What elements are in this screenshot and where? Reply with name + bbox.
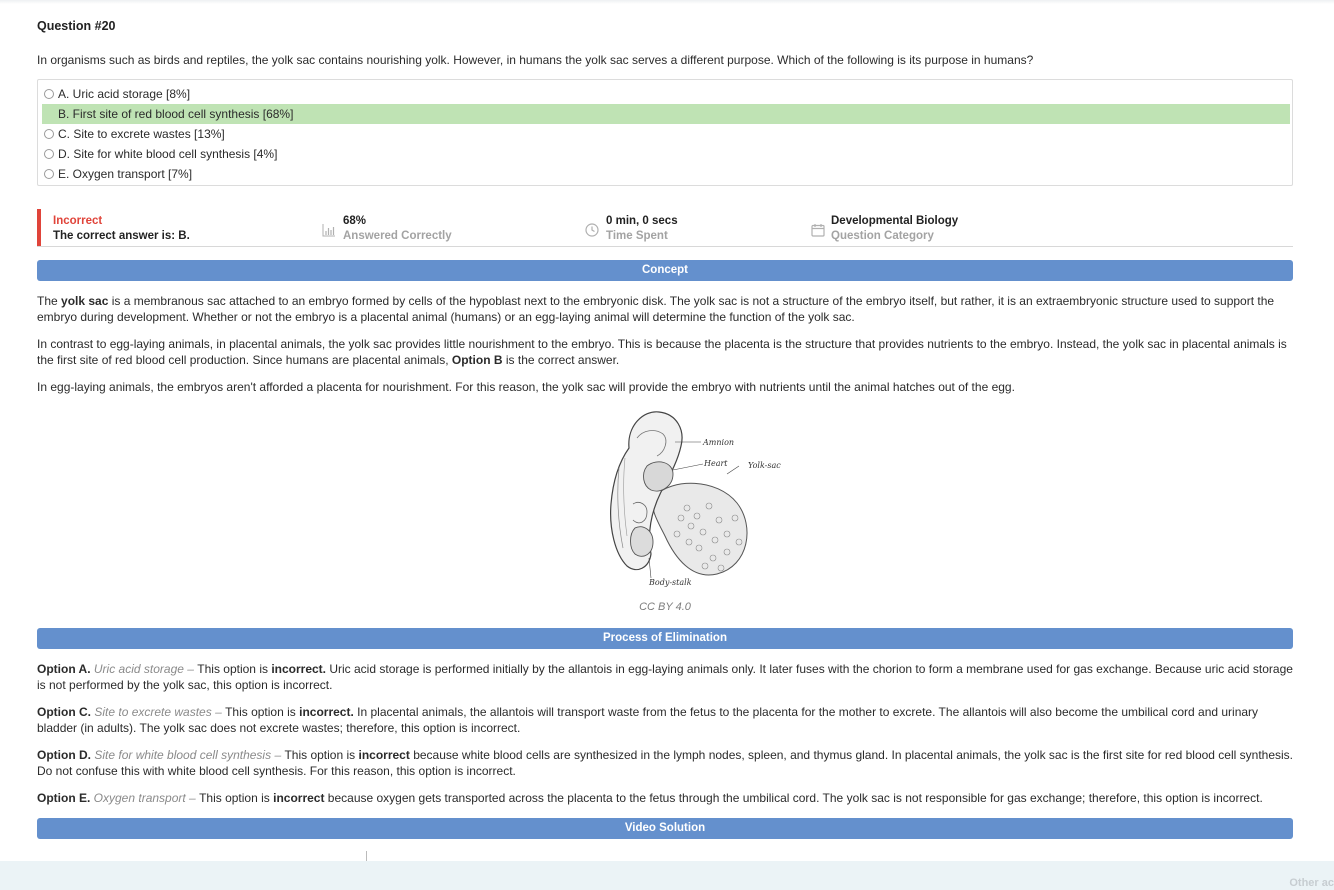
result-stats bbox=[37, 208, 1293, 247]
choice-label: D. Site for white blood cell synthesis [4%] bbox=[58, 147, 278, 161]
elimination-option-e bbox=[37, 790, 1293, 806]
bottom-bar bbox=[0, 861, 1334, 890]
top-shadow bbox=[0, 0, 1334, 4]
correct-answer-text: The correct answer is: B. bbox=[53, 230, 190, 242]
option-dash: – bbox=[211, 705, 226, 719]
concept-paragraph-2 bbox=[37, 336, 1293, 368]
text-run: is the correct answer. bbox=[502, 353, 620, 367]
option-tag: Option D. bbox=[37, 748, 91, 762]
yolk-sac-drawing bbox=[653, 483, 747, 575]
concept-paragraph-1 bbox=[37, 293, 1293, 325]
option-name: Uric acid storage bbox=[93, 662, 184, 676]
text-run: This option is bbox=[284, 748, 359, 762]
text-run: This option is bbox=[225, 705, 300, 719]
radio-icon[interactable] bbox=[44, 169, 54, 179]
bottom-divider bbox=[366, 851, 367, 861]
text-run: The bbox=[37, 294, 62, 308]
concept-paragraph-3: In egg-laying animals, the embryos aren't afforded a placenta for nourishment. For this reason, the yolk sac will provide the embryo with nutrients until the animal hatches out of the egg. bbox=[37, 380, 1015, 394]
text-run: In placental animals, the allantois will transport waste from the fetus to the placenta for the mother to excrete. The allantois will also become the umbilical cord and urinary bladder (in adults). The yolk sac does not excrete wastes; therefore, this option is incorrect. bbox=[37, 705, 1259, 735]
embryo-illustration bbox=[577, 408, 781, 588]
choice-e[interactable] bbox=[42, 164, 1290, 184]
option-name: Site for white blood cell synthesis bbox=[94, 748, 272, 762]
text-run: In contrast to egg-laying animals, in placental animals, the yolk sac provides little nourishment to the embryo. This is because the placenta is the structure that provides nutrients to the embryo. Instead, the yolk sac in placental animals is the first site of red blood cell production. Since humans are placental animals, bbox=[37, 337, 1287, 367]
label-amnion: Amnion bbox=[703, 438, 735, 447]
text-run: This option is bbox=[197, 662, 272, 676]
option-dash: – bbox=[183, 662, 198, 676]
category-value: Developmental Biology bbox=[831, 215, 959, 227]
time-spent-label: Time Spent bbox=[606, 230, 668, 242]
option-tag: Option A. bbox=[37, 662, 91, 676]
question-text: In organisms such as birds and reptiles, the yolk sac contains nourishing yolk. However, in humans the yolk sac serves a different purpose. Which of the following is its purpose in humans? bbox=[37, 53, 1034, 67]
category-label: Question Category bbox=[831, 230, 934, 242]
figure-caption: CC BY 4.0 bbox=[639, 601, 691, 613]
verdict: incorrect. bbox=[271, 662, 327, 676]
choice-label: C. Site to excrete wastes [13%] bbox=[58, 127, 225, 141]
label-yolk-sac: Yolk-sac bbox=[748, 461, 781, 470]
choice-label: B. First site of red blood cell synthesis [68%] bbox=[58, 107, 294, 121]
elimination-option-d bbox=[37, 747, 1293, 779]
label-body-stalk: Body-stalk bbox=[649, 578, 692, 587]
radio-icon[interactable] bbox=[44, 149, 54, 159]
concept-header: Concept bbox=[37, 260, 1293, 281]
option-tag: Option C. bbox=[37, 705, 91, 719]
text-run: because oxygen gets transported across the placenta to the fetus through the umbilical cord. The yolk sac is not responsible for gas exchange; therefore, this option is incorrect. bbox=[324, 791, 1263, 805]
elimination-option-c bbox=[37, 704, 1293, 736]
text-run: is a membranous sac attached to an embryo formed by cells of the hypoblast next to the embryonic disk. The yolk sac is not a structure of the embryo itself, but rather, it is an extraembryonic structure used to support the embryo during development. Whether or not the embryo is a placental animal (humans) or an egg-laying animal will determine the function of the yolk sac. bbox=[37, 294, 1275, 324]
option-tag: Option E. bbox=[37, 791, 91, 805]
status-indicator bbox=[37, 209, 41, 246]
choice-d[interactable] bbox=[42, 144, 1290, 164]
time-spent-stat bbox=[606, 214, 678, 244]
option-dash: – bbox=[185, 791, 200, 805]
option-dash: – bbox=[271, 748, 285, 762]
choice-label: A. Uric acid storage [8%] bbox=[58, 87, 191, 101]
answer-choices bbox=[37, 79, 1293, 186]
text-run: because white blood cells are synthesized in the lymph nodes, spleen, and thymus gland. In placental animals, the yolk sac is the first site for red blood cell synthesis. Do not confuse this with white blood cell synthesis. For this reason, this option is incorrect. bbox=[37, 748, 1294, 778]
percent-correct-value: 68% bbox=[343, 215, 367, 227]
choice-a[interactable] bbox=[42, 84, 1290, 104]
verdict: incorrect. bbox=[299, 705, 354, 719]
other-link[interactable]: Other ac bbox=[1289, 877, 1334, 889]
category-stat bbox=[831, 214, 958, 244]
elimination-header: Process of Elimination bbox=[37, 628, 1293, 649]
calendar-icon bbox=[811, 223, 825, 237]
bold-term: Option B bbox=[451, 353, 503, 367]
option-name: Oxygen transport bbox=[93, 791, 186, 805]
verdict: incorrect bbox=[358, 748, 410, 762]
clock-icon bbox=[585, 223, 599, 237]
result-status bbox=[53, 214, 190, 244]
option-name: Site to excrete wastes bbox=[94, 705, 212, 719]
radio-icon[interactable] bbox=[44, 89, 54, 99]
verdict: incorrect bbox=[273, 791, 325, 805]
video-solution-header[interactable]: Video Solution bbox=[37, 818, 1293, 839]
choice-label: E. Oxygen transport [7%] bbox=[58, 167, 193, 181]
status-text: Incorrect bbox=[53, 215, 103, 227]
percent-correct-label: Answered Correctly bbox=[343, 230, 452, 242]
percent-correct-stat bbox=[343, 214, 452, 244]
choice-c[interactable] bbox=[42, 124, 1290, 144]
text-run: Uric acid storage is performed initially by the allantois in egg-laying animals only. It later fuses with the chorion to form a membrane used for gas exchange. Because uric acid storage is not performed by the yolk sac, this option is incorrect. bbox=[37, 662, 1293, 692]
question-number: Question #20 bbox=[37, 19, 116, 33]
elimination-option-a bbox=[37, 661, 1293, 693]
bar-chart-icon bbox=[322, 223, 336, 237]
choice-b[interactable] bbox=[42, 104, 1290, 124]
bold-term: yolk sac bbox=[61, 294, 109, 308]
text-run: This option is bbox=[199, 791, 274, 805]
radio-icon[interactable] bbox=[44, 129, 54, 139]
label-heart: Heart bbox=[704, 459, 728, 468]
time-spent-value: 0 min, 0 secs bbox=[606, 215, 678, 227]
